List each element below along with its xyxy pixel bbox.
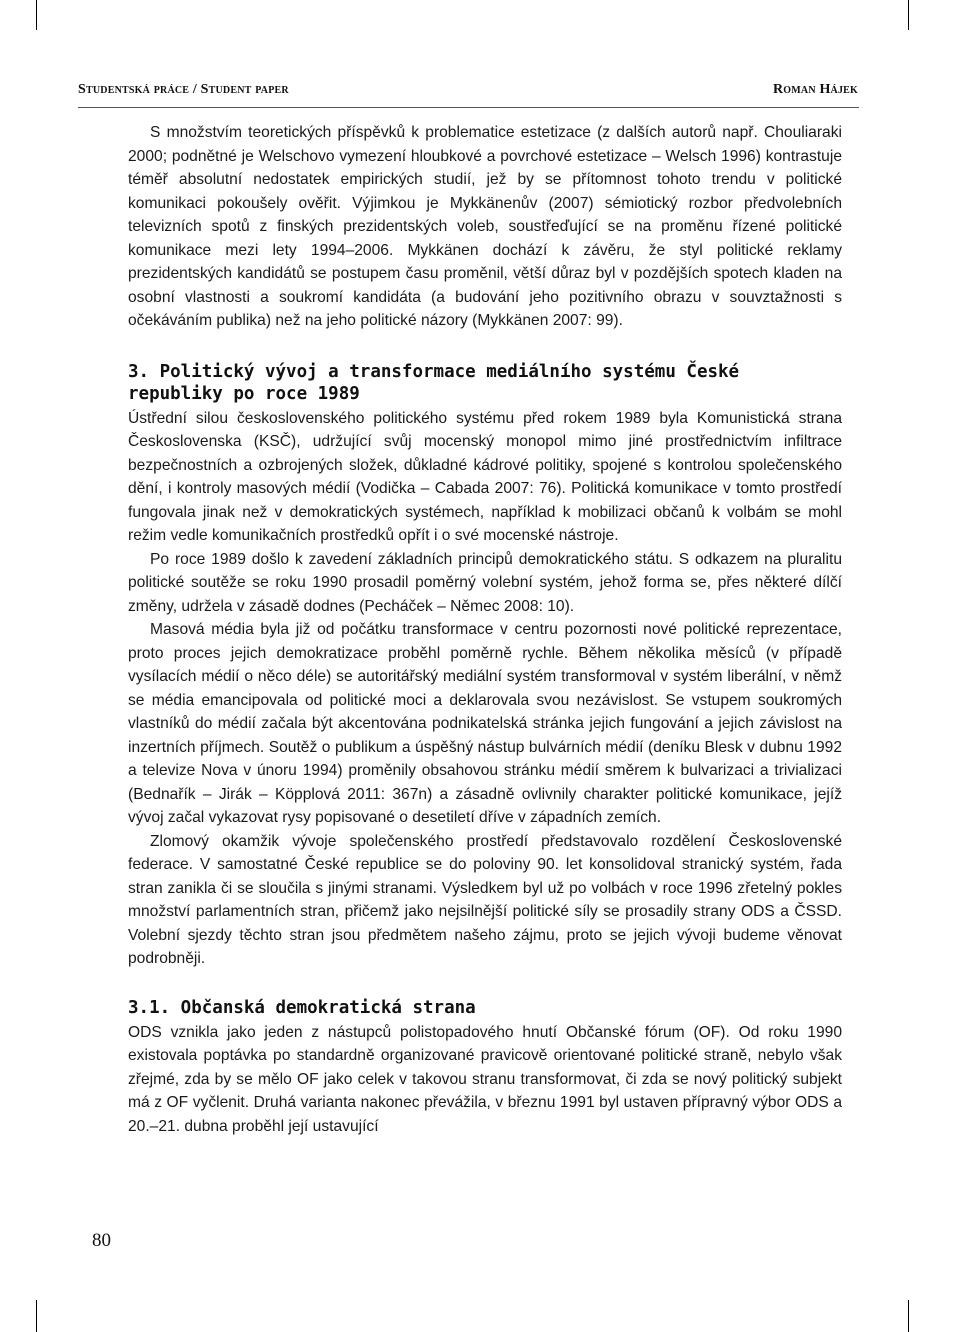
section-3-paragraph-1: Ústřední silou československého politického systému před rokem 1989 byla Komunistická strana Československa (KSČ), udržující svůj mocenský monopol mimo jiné prostřednictvím infiltrace bezpečnostních a ozbrojených složek, důkladné kádrové politiky, spojené s kontrolou společenského dění, i kontroly masových médií (Vodička – Cabada 2007: 76). Politická komunikace v tomto prostředí fungovala jinak než v demokratických systémech, například k mobilizaci občanů k volbám se mohl režim vedle komunikačních prostředků opřít i o své mocenské nástroje. <box>128 409 842 544</box>
page-number: 80 <box>92 1230 111 1251</box>
body-text <box>128 121 842 1138</box>
header-rule <box>78 107 859 108</box>
section-3-paragraph-3: Masová média byla již od počátku transformace v centru pozornosti nové politické reprezentace, proto proces jejich demokratizace proběhl poměrně rychle. Během několika měsíců (v případě vysílacích médií o něco déle) se autoritářský mediální systém transformoval v systém liberální, v němž se média emancipovala od politické moci a deklarovala svou nezávislost. Se vstupem soukromých vlastníků do médií začala být akcentována podnikatelská stránka jejich fungování a jejich závislost na inzertních příjmech. Soutěž o publikum a úspěšný nástup bulvárních médií (deníku Blesk v dubnu 1992 a televize Nova v únoru 1994) proměnily obsahovou stránku médií směrem k bulvarizaci a trivializaci (Bednařík – Jirák – Köpplová 2011: 367n) a zásadně ovlivnily charakter politické komunikace, jejíž vývoj začal vykazovat rysy popisované o desetiletí dříve v západních zemích. <box>128 621 842 826</box>
section-3-1-heading: 3.1. Občanská demokratická strana <box>128 997 476 1018</box>
section-3-paragraph-2: Po roce 1989 došlo k zavedení základních principů demokratického státu. S odkazem na pluralitu politické soutěže se roku 1990 prosadil poměrný volební systém, jehož forma se, přes některé dílčí změny, udržela v zásadě dodnes (Pecháček – Němec 2008: 10). <box>128 550 842 615</box>
section-3-1-paragraph-1: ODS vznikla jako jeden z nástupců polistopadového hnutí Občanské fórum (OF). Od roku 1990 existovala poptávka po standardně organizované pravicově orientované politické straně, nebylo však zřejmé, zda by se mělo OF jako celek v takovou stranu transformovat, či zda se nový politický subjekt má z OF vyčlenit. Druhá varianta nakonec převážila, v březnu 1991 byl ustaven přípravný výbor ODS a 20.–21. dubna proběhl její ustavující <box>128 1023 842 1135</box>
crop-mark-top-right <box>908 0 909 30</box>
section-3-paragraph-4: Zlomový okamžik vývoje společenského prostředí představovalo rozdělení Československé federace. V samostatné České republice se do poloviny 90. let konsolidoval stranický systém, řada stran zanikla či se sloučila s jinými stranami. Výsledkem byl už po volbách v roce 1996 zřetelný pokles množství parlamentních stran, přičemž jako nejsilnější politické síly se prosadily strany ODS a ČSSD. Volební sjezdy těchto stran jsou předmětem našeho zájmu, proto se jejich vývoji budeme věnovat podrobněji. <box>128 832 842 967</box>
crop-mark-bottom-left <box>36 1300 37 1332</box>
section-3-heading: 3. Politický vývoj a transformace mediálního systému České republiky po roce 1989 <box>128 361 740 404</box>
running-header-right: Roman Hájek <box>772 82 858 97</box>
paragraph-intro: S množstvím teoretických příspěvků k problematice estetizace (z dalších autorů např. Chouliaraki 2000; podnětné je Welschovo vymezení hloubkové a povrchové estetizace – Welsch 1996) kontrastuje téměř absolutní nedostatek empirických studií, jež by se přítomnost tohoto trendu v politické komunikaci pokoušely ověřit. Výjimkou je Mykkänenův (2007) sémiotický rozbor předvolebních televizních spotů z finských prezidentských voleb, soustřeďující se na proměnu řízené politické komunikace mezi lety 1994–2006. Mykkänen dochází k závěru, že styl politické reklamy prezidentských kandidátů se postupem času proměnil, větší důraz byl v pozdějších spotech kladen na osobní vlastnosti a soukromí kandidáta (a budování jeho pozitivního obrazu v souvztažnosti s očekáváním publika) než na jeho politické názory (Mykkänen 2007: 99). <box>128 124 842 329</box>
running-header-left: Studentská práce / Student paper <box>78 82 289 97</box>
crop-mark-top-left <box>36 0 37 30</box>
crop-mark-bottom-right <box>908 1300 909 1332</box>
